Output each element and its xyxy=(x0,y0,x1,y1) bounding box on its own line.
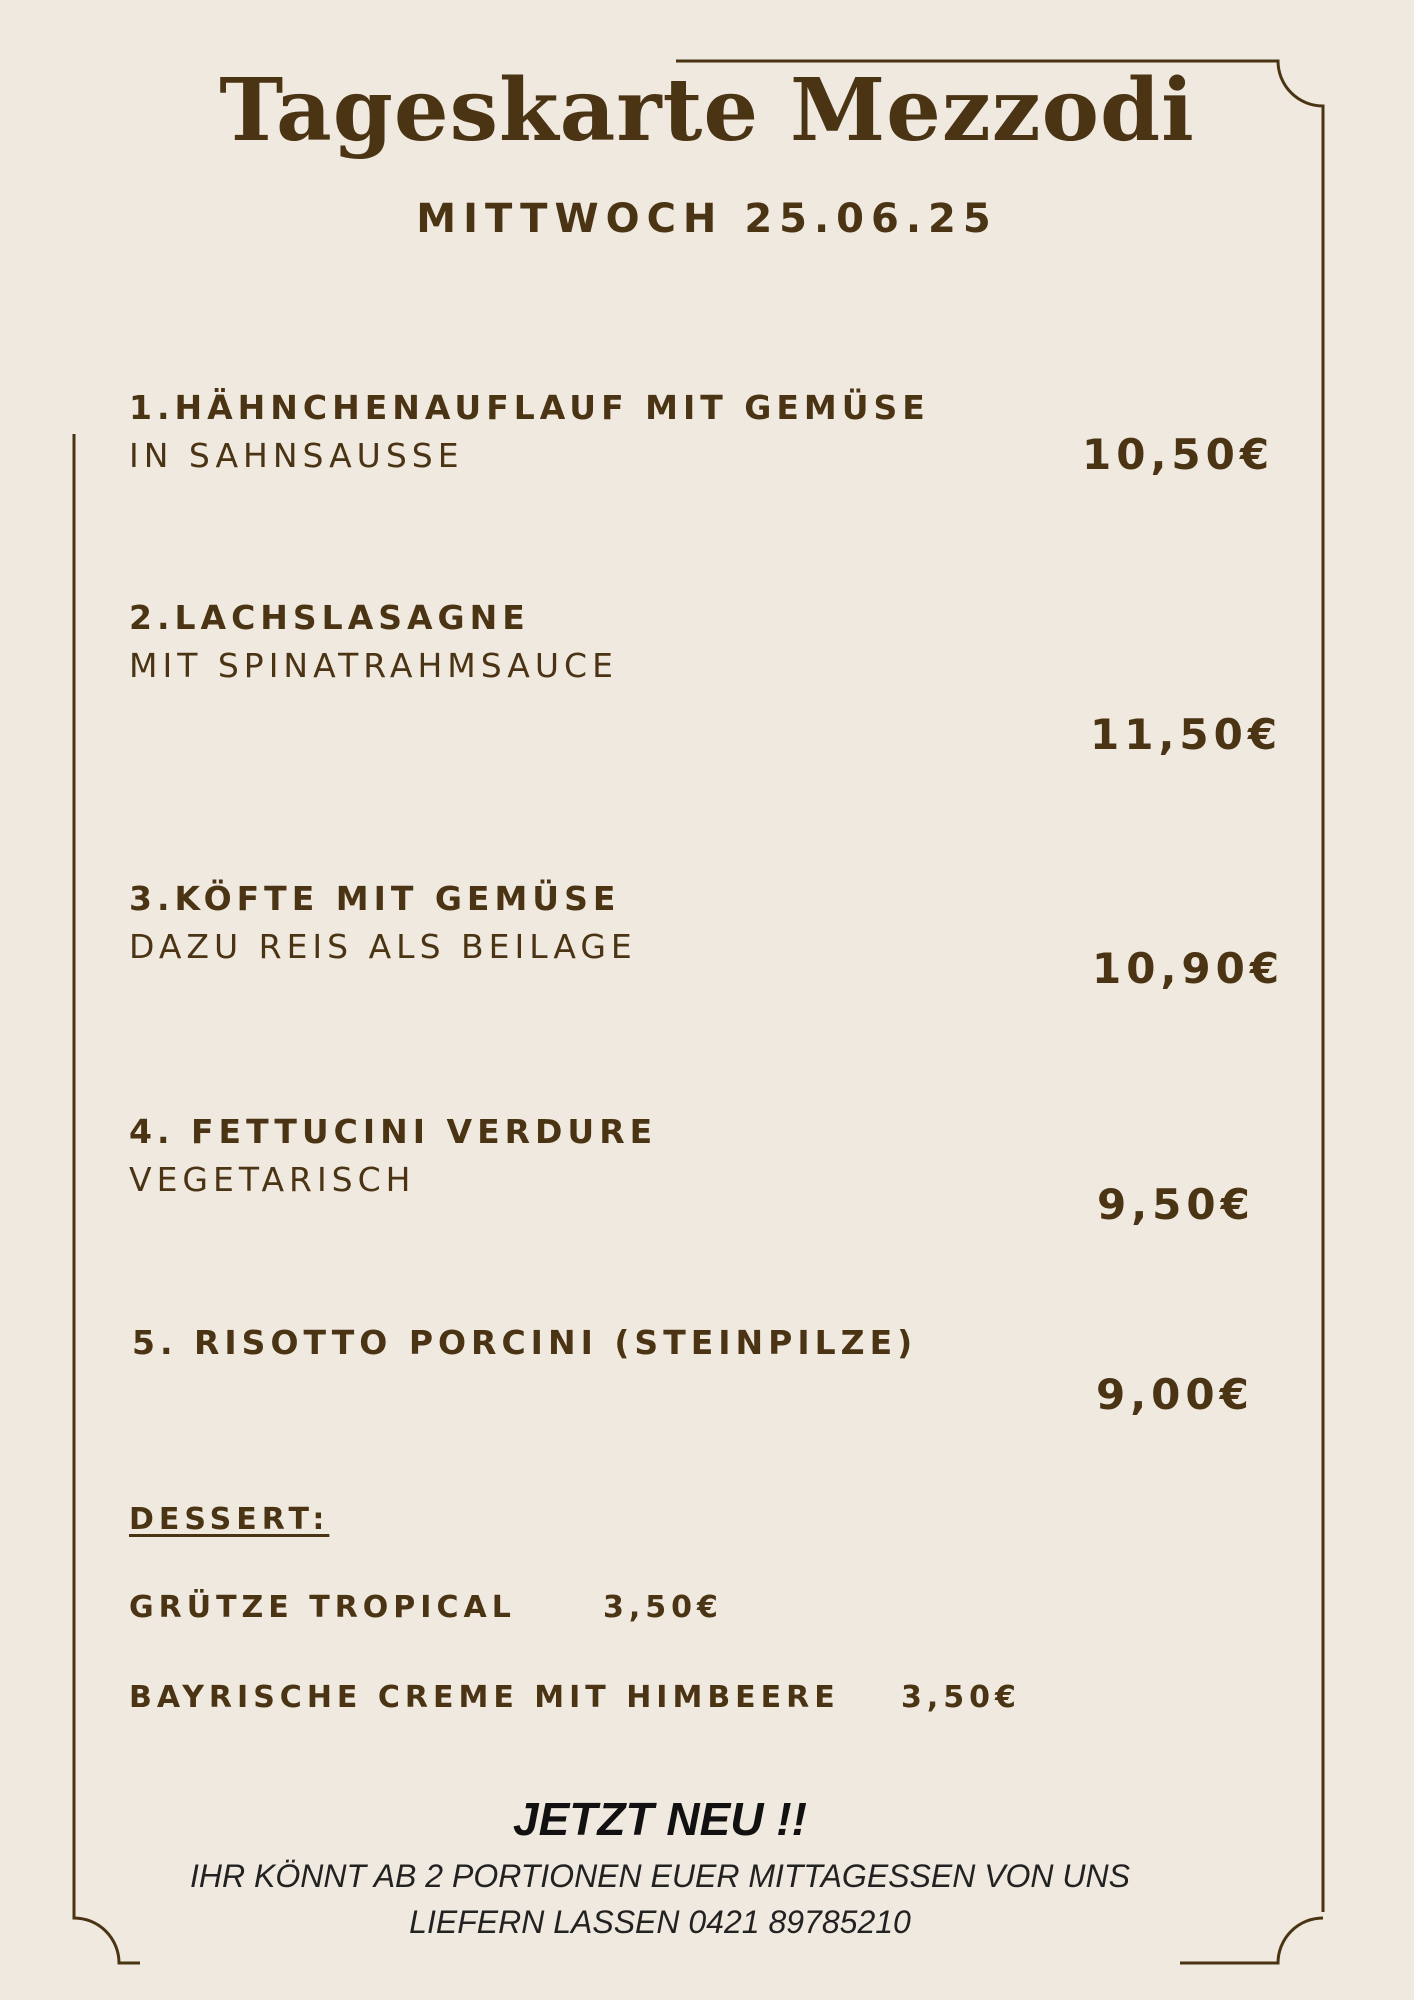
menu-date: MITTWOCH 25.06.25 xyxy=(416,196,998,242)
dessert-heading: DESSERT: xyxy=(129,1502,330,1537)
dessert-1-price: 3,50€ xyxy=(603,1590,723,1625)
dish-4-name: 4. FETTUCINI VERDURE xyxy=(129,1112,658,1151)
page-title: Tageskarte Mezzodi xyxy=(219,60,1195,161)
dish-2-price: 11,50€ xyxy=(1090,710,1283,759)
dish-1-price: 10,50€ xyxy=(1082,430,1275,479)
news-line-1: IHR KÖNNT AB 2 PORTIONEN EUER MITTAGESSEN VON UNS xyxy=(190,1858,1130,1894)
news-heading: JETZT NEU !! xyxy=(513,1793,807,1845)
dish-2-description: MIT SPINATRAHMSAUCE xyxy=(129,646,618,685)
dish-1-name: 1.HÄHNCHENAUFLAUF MIT GEMÜSE xyxy=(129,388,930,427)
dessert-2-name: BAYRISCHE CREME MIT HIMBEERE xyxy=(129,1680,840,1715)
dish-3-name: 3.KÖFTE MIT GEMÜSE xyxy=(129,879,621,918)
dish-5-name: 5. RISOTTO PORCINI (STEINPILZE) xyxy=(132,1323,918,1362)
dish-5-price: 9,00€ xyxy=(1096,1370,1254,1419)
dessert-2-price: 3,50€ xyxy=(901,1680,1021,1715)
dish-2-name: 2.LACHSLASAGNE xyxy=(129,598,530,637)
dish-4-description: VEGETARISCH xyxy=(129,1160,416,1199)
dish-3-description: DAZU REIS ALS BEILAGE xyxy=(129,927,637,966)
dessert-1-name: GRÜTZE TROPICAL xyxy=(129,1590,516,1625)
dish-4-price: 9,50€ xyxy=(1097,1180,1255,1229)
dish-3-price: 10,90€ xyxy=(1092,944,1285,993)
news-line-2: LIEFERN LASSEN 0421 89785210 xyxy=(409,1904,911,1940)
dish-1-description: IN SAHNSAUSSE xyxy=(129,436,464,475)
